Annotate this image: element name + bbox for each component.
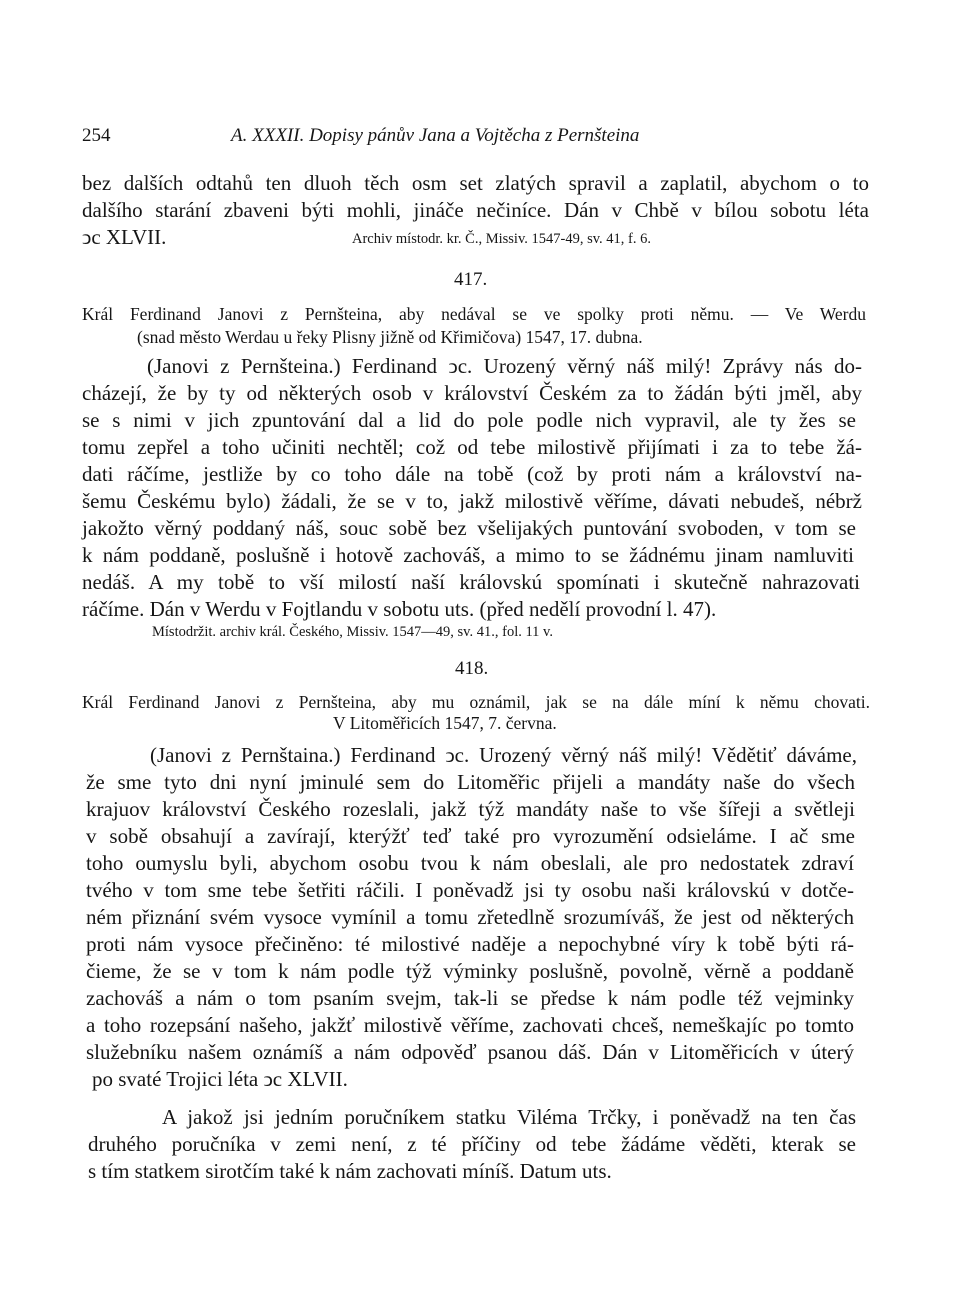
letter-body-line: toho oumyslu byli, abychom osobu tvou k nám obeslali, ale pro nedostatek zdraví <box>86 851 854 875</box>
letter-body-line: v sobě obsahují a zavírají, kterýžť teď také pro vyrozumění odsieláme. I ač sme <box>86 824 855 848</box>
intro-line: dalšího starání zbaveni býti mohli, jináče nečiníce. Dán v Chbě v bílou sobotu léta <box>82 198 869 222</box>
letter-body-line: cházejí, že by ty od některých osob v království Českém za to žádán býti jměl, aby <box>82 381 862 405</box>
letter-body-line: (Janovi z Pernšteina.) Ferdinand ↄc. Urozený věrný náš milý! Zprávy nás do- <box>147 354 862 378</box>
postscript-line: druhého poručníka v zemi není, z té příčiny od tebe žádáme věděti, kterak se <box>88 1132 856 1156</box>
letter-body-line: zachováš a nám o tom psaním svejm, tak-li se předse k nám podle též vejminky <box>86 986 854 1010</box>
postscript-line: A jakož jsi jedním poručníkem statku Viléma Trčky, i poněvadž na ten čas <box>162 1105 856 1129</box>
letter-body-line: ném přiznání svém vysoce vymínil a tomu zřetedlně srozumíváš, že jest od některých <box>86 905 854 929</box>
letter-body-line: jakožto věrný poddaný náš, souc sobě bez všelijakých puntování svoboden, v tom se <box>82 516 856 540</box>
archive-note: Archiv místodr. kr. Č., Missiv. 1547-49, sv. 41, f. 6. <box>352 231 651 247</box>
letter-summary-line: Král Ferdinand Janovi z Pernšteina, aby mu oznámil, jak se na dále míní k němu chovati. <box>82 692 870 712</box>
letter-body-line: čieme, že se v tom k nám podle týž výminky poslušně, povolně, věrně a poddaně <box>86 959 854 983</box>
letter-body-line: že sme tyto dni nyní jminulé sem do Litoměřic přijeli a mandáty naše do všech <box>86 770 855 794</box>
letter-body-line: tomu zepřel a toho učiniti nechtěl; což od tebe milostivě přijímati i za to tebe žá- <box>82 435 862 459</box>
letter-body-line: (Janovi z Pernštaina.) Ferdinand ↄc. Urozený věrný náš milý! Vědětiť dáváme, <box>150 743 857 767</box>
letter-body-line: nedáš. A my tobě to vší milostí naší královskú spomínati i skutečně nahrazovati <box>82 570 860 594</box>
letter-summary-line: Král Ferdinand Janovi z Pernšteina, aby nedával se ve spolky proti němu. — Ve Werdu <box>82 304 866 324</box>
letter-body-line: proti nám vysoce přečiněno: té milostivé naděje a nepochybné víry k tobě býti rá- <box>86 932 854 956</box>
letter-number: 417. <box>454 269 488 290</box>
running-title: A. XXXII. Dopisy pánův Jana a Vojtěcha z Pernšteina <box>231 125 640 146</box>
letter-body-line: služebníku našem oznámíš a nám odpověď psanou dáš. Dán v Litoměřicích v úterý <box>86 1040 854 1064</box>
letter-body-line: k nám poddaně, poslušně i hotově zachováš, a mimo to se žádnému jinam namluviti <box>82 543 854 567</box>
letter-body-line: se s nimi v jich zpuntování dal a lid do pole podle nich vypravil, ale ty žes se <box>82 408 856 432</box>
letter-body-line: krajuov království Českého rozeslali, jakž týž mandáty naše to vše šířeji a světleji <box>86 797 855 821</box>
letter-number: 418. <box>455 658 489 679</box>
page-number: 254 <box>82 125 111 146</box>
letter-body-line: a toho rozepsání našeho, jakžť milostivě věříme, zachovati chceš, nemeškajíc po tomto <box>86 1013 854 1037</box>
letter-body-line: ráčíme. Dán v Werdu v Fojtlandu v sobotu uts. (před nedělí provodní l. 47). <box>82 597 717 621</box>
intro-line: ↄc XLVII. <box>82 225 167 249</box>
letter-body-line: tvého v tom sme tebe šetřiti ráčili. I poněvadž jsi ty osobu naši královskú v dotče- <box>86 878 854 902</box>
letter-body-line: dati ráčíme, jestliže by co toho dále na tobě (což by proti nám a království na- <box>82 462 862 486</box>
letter-body-line: šemu Českému bylo) žádali, že se v to, jakž milostivě věříme, dávati nebudeš, nébrž <box>82 489 862 513</box>
archive-note: Místodržit. archiv král. Českého, Missiv. 1547—49, sv. 41., fol. 11 v. <box>152 624 553 640</box>
letter-summary-line: V Litoměřicích 1547, 7. června. <box>333 713 557 733</box>
letter-body-line: po svaté Trojici léta ↄc XLVII. <box>92 1067 348 1091</box>
postscript-line: s tím statkem sirotčím také k nám zachovati míníš. Datum uts. <box>88 1159 612 1183</box>
letter-summary-line: (snad město Werdau u řeky Plisny jižně od Křimičova) 1547, 17. dubna. <box>137 327 643 347</box>
intro-line: bez dalších odtahů ten dluoh těch osm set zlatých spravil a zaplatil, abychom o to <box>82 171 869 195</box>
